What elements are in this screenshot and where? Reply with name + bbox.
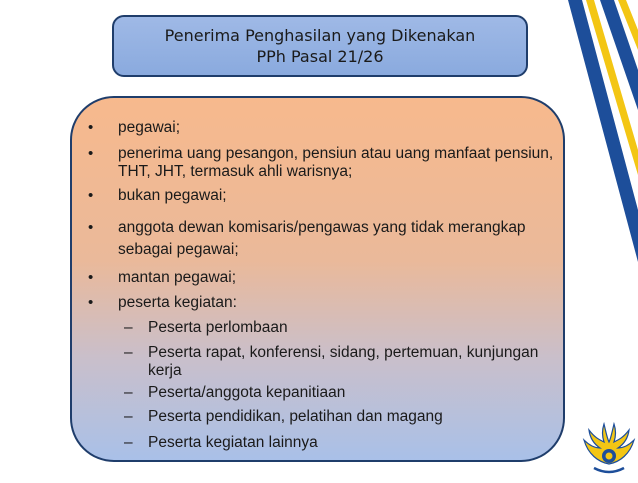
sub-bullet-item	[124, 408, 544, 426]
sub-bullet-mark: –	[124, 384, 133, 401]
bullet-mark: •	[88, 145, 94, 162]
sub-bullet-item	[124, 384, 544, 402]
bullet-text: bukan pegawai;	[118, 187, 227, 204]
slide-title-line-2: PPh Pasal 21/26	[256, 47, 384, 66]
bullet-mark: •	[88, 269, 94, 286]
bullet-item	[88, 294, 558, 312]
bullet-item	[88, 217, 558, 261]
bullet-item	[88, 187, 558, 205]
bullet-text: peserta kegiatan:	[118, 294, 237, 311]
sub-bullet-mark: –	[124, 344, 133, 361]
bullet-item	[88, 145, 558, 181]
sub-bullet-mark: –	[124, 408, 133, 425]
garuda-emblem-icon	[580, 418, 638, 478]
sub-bullet-mark: –	[124, 434, 133, 451]
slide-title-line-1: Penerima Penghasilan yang Dikenakan	[164, 26, 476, 45]
bullet-mark: •	[88, 219, 94, 236]
bullet-text: penerima uang pesangon, pensiun atau uang manfaat pensiun, THT, JHT, termasuk ahli warisnya;	[118, 145, 554, 180]
sub-bullet-item	[124, 319, 544, 337]
content-box	[70, 96, 565, 462]
bullet-mark: •	[88, 119, 94, 136]
bullet-mark: •	[88, 294, 94, 311]
bullet-text: mantan pegawai;	[118, 269, 237, 286]
sub-bullet-item	[124, 434, 544, 452]
bullet-item	[88, 269, 558, 287]
sub-bullet-text: Peserta/anggota kepanitiaan	[148, 384, 346, 401]
bullet-text: pegawai;	[118, 119, 181, 136]
bullet-mark: •	[88, 187, 94, 204]
slide-title-box	[112, 15, 528, 77]
bullet-item	[88, 119, 558, 137]
sub-bullet-item	[124, 344, 544, 380]
sub-bullet-text: Peserta perlombaan	[148, 319, 288, 336]
sub-bullet-text: Peserta pendidikan, pelatihan dan magang	[148, 408, 443, 425]
bullet-text: anggota dewan komisaris/pengawas yang tidak merangkap sebagai pegawai;	[118, 219, 526, 258]
sub-bullet-text: Peserta kegiatan lainnya	[148, 434, 318, 451]
sub-bullet-mark: –	[124, 319, 133, 336]
sub-bullet-text: Peserta rapat, konferensi, sidang, pertemuan, kunjungan kerja	[148, 344, 539, 379]
